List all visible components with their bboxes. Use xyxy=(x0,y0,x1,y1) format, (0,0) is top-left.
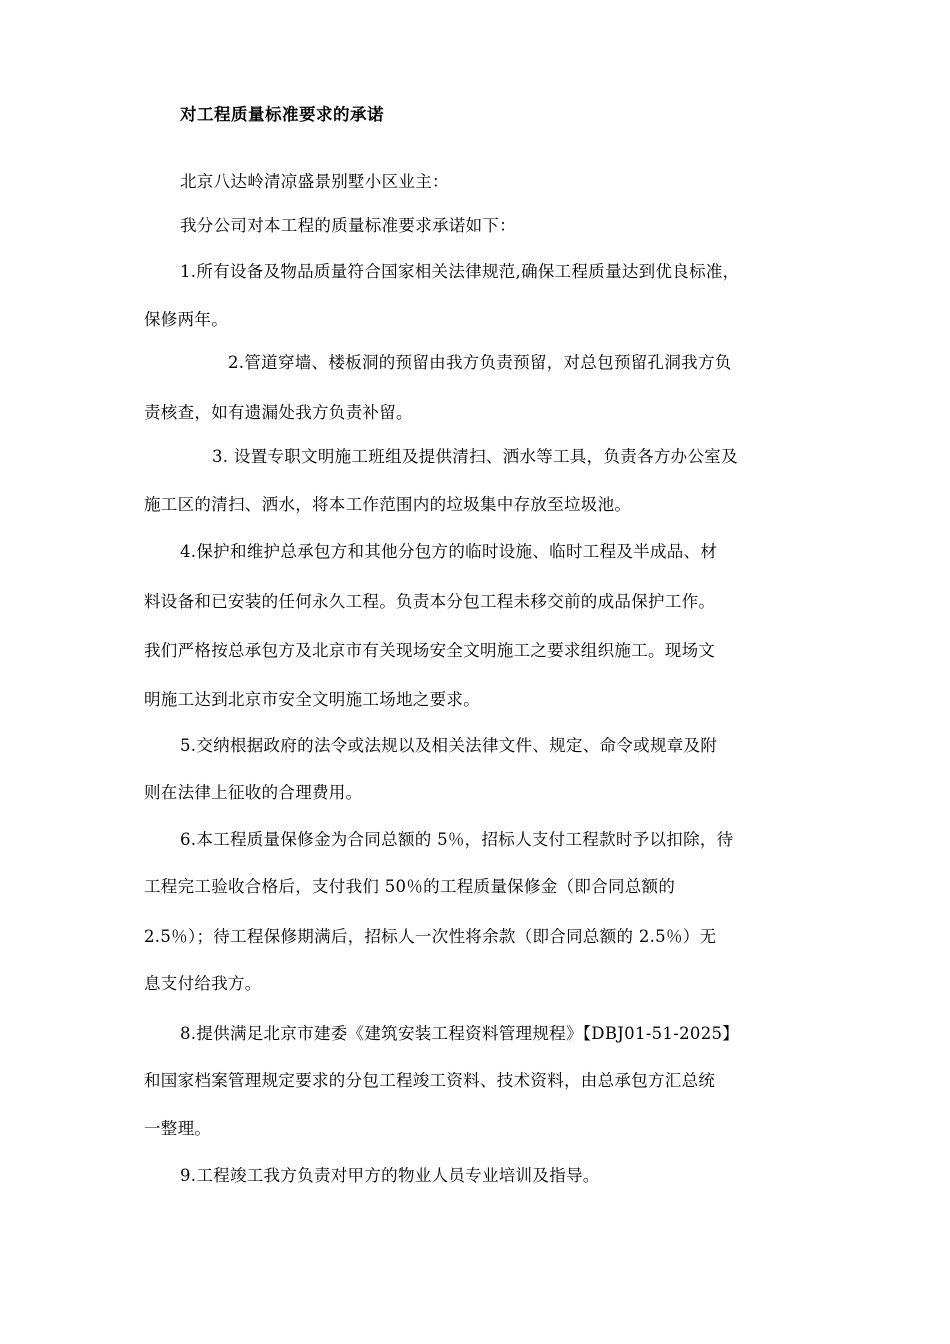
item-4-line-3: 我们严格按总承包方及北京市有关现场安全文明施工之要求组织施工。现场文 xyxy=(144,641,716,660)
item-1-line-1: 1.所有设备及物品质量符合国家相关法律规范,确保工程质量达到优良标准， xyxy=(180,262,740,281)
item-3-line-1: 3. 设置专职文明施工班组及提供清扫、洒水等工具，负责各方办公室及 xyxy=(212,447,738,466)
item-8-line-2: 和国家档案管理规定要求的分包工程竣工资料、技术资料，由总承包方汇总统 xyxy=(144,1071,716,1090)
item-5-line-1: 5.交纳根据政府的法令或法规以及相关法律文件、规定、命令或规章及附 xyxy=(180,736,718,755)
document-title: 对工程质量标准要求的承诺 xyxy=(180,105,384,124)
item-6-line-3: 2.5％）；待工程保修期满后，招标人一次性将余款（即合同总额的 2.5％）无 xyxy=(144,927,717,946)
item-8-line-1: 8.提供满足北京市建委《建筑安装工程资料管理规程》【DBJ01-51-2025】 xyxy=(180,1024,740,1043)
item-4-line-1: 4.保护和维护总承包方和其他分包方的临时设施、临时工程及半成品、材 xyxy=(180,542,718,561)
item-6-line-2: 工程完工验收合格后，支付我们 50％的工程质量保修金（即合同总额的 xyxy=(144,877,676,896)
item-2-line-2: 责核查，如有遗漏处我方负责补留。 xyxy=(144,403,413,422)
item-9-line-1: 9.工程竣工我方负责对甲方的物业人员专业培训及指导。 xyxy=(180,1166,600,1185)
item-2-line-1: 2.管道穿墙、楼板洞的预留由我方负责预留，对总包预留孔洞我方负 xyxy=(228,353,732,372)
item-4-line-2: 料设备和已安装的任何永久工程。负责本分包工程未移交前的成品保护工作。 xyxy=(144,592,716,611)
item-1-line-2: 保修两年。 xyxy=(144,310,228,329)
item-5-line-2: 则在法律上征收的合理费用。 xyxy=(144,783,363,802)
item-4-line-4: 明施工达到北京市安全文明施工场地之要求。 xyxy=(144,690,480,709)
item-3-line-2: 施工区的清扫、洒水，将本工作范围内的垃圾集中存放至垃圾池。 xyxy=(144,495,632,514)
item-6-line-1: 6.本工程质量保修金为合同总额的 5％，招标人支付工程款时予以扣除，待 xyxy=(180,830,734,849)
intro-paragraph: 我分公司对本工程的质量标准要求承诺如下： xyxy=(180,216,516,235)
item-6-line-4: 息支付给我方。 xyxy=(144,974,262,993)
item-8-line-3: 一整理。 xyxy=(144,1119,212,1138)
salutation: 北京八达岭清凉盛景别墅小区业主： xyxy=(180,172,449,191)
